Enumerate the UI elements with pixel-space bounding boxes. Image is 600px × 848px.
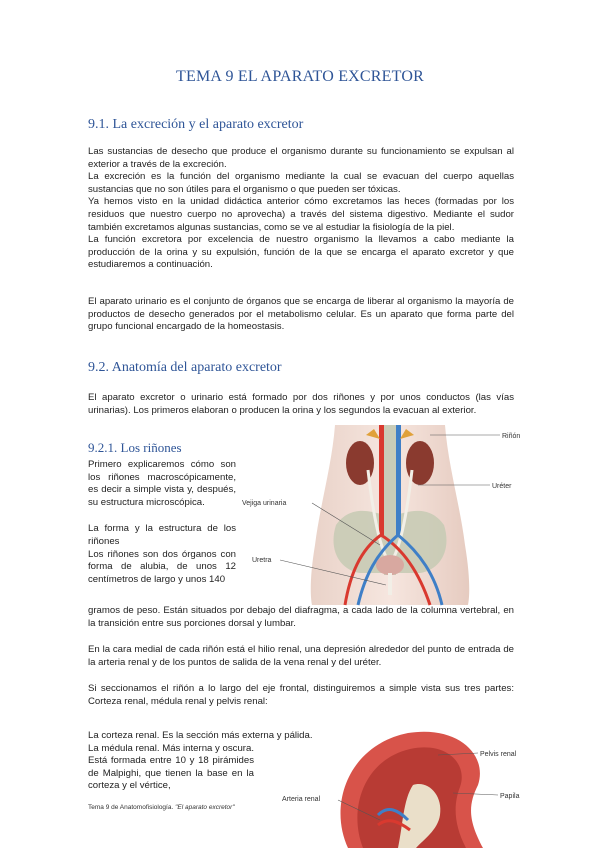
label-pelvis: Pelvis renal <box>480 751 517 758</box>
corteza-text-column <box>88 730 313 793</box>
kidney-section-figure <box>282 725 538 848</box>
page-title: TEMA 9 EL APARATO EXCRETOR <box>176 68 424 85</box>
page-footer: Tema 9 de Anatomofisiología. "El aparato excretor" <box>88 804 235 811</box>
paragraph: Los riñones son dos órganos con forma de alubia, de unos 12 centímetros de largo y unos 140 <box>88 548 236 585</box>
label-rinon: Riñón <box>502 433 521 440</box>
urinario-text <box>88 296 514 334</box>
rinones-text-full <box>88 605 514 709</box>
excrecion-text <box>88 146 514 272</box>
paragraph: Primero explicaremos cómo son los riñones macroscópicamente, es decir a simple vista y, después, su estructura microscópica. <box>88 459 236 508</box>
aorta <box>379 425 384 535</box>
paragraph: La función excretora por excelencia de nuestro organismo la llevamos a cabo mediante la producción de la orina y su expulsión, función de la que se encarga el aparato excretor y que estudiaremos a continuación. <box>88 234 514 271</box>
paragraph: La excreción es la función del organismo mediante la cual se evacuan del cuerpo aquellas sustancias que no son útiles para el organismo o que pueden ser tóxicas. <box>88 171 514 195</box>
label-ureter: Uréter <box>492 483 512 490</box>
paragraph: El aparato urinario es el conjunto de órganos que se encarga de liberar al organismo la mayoría de productos de desecho generados por el metabolismo celular. Es un aparato que forma parte del grupo funcional encargado de la homeostasis. <box>88 296 514 333</box>
spine <box>384 425 396 575</box>
paragraph: gramos de peso. Están situados por debajo del diafragma, a cada lado de la columna vertebral, en la transición entre sus porciones dorsal y lumbar. <box>88 605 514 629</box>
paragraph: La corteza renal. Es la sección más externa y pálida. <box>88 730 313 741</box>
paragraph: La médula renal. Más interna y oscura. Está formada entre 10 y 18 pirámides de Malpighi, que tienen la base en la corteza y el vértice, <box>88 742 254 792</box>
label-vejiga: Vejiga urinaria <box>242 500 287 507</box>
paragraph: Las sustancias de desecho que produce el organismo durante su funcionamiento se expulsan al exterior a través de la excreción. <box>88 146 514 170</box>
label-papila: Papila <box>500 793 520 800</box>
section-heading-excrecion: 9.1. La excreción y el aparato excretor <box>88 117 304 132</box>
label-uretra: Uretra <box>252 557 272 564</box>
urinary-system-figure <box>240 425 540 605</box>
urethra <box>388 573 392 595</box>
rinones-text-column <box>88 459 236 586</box>
section-heading-anatomia: 9.2. Anatomía del aparato excretor <box>88 360 282 375</box>
paragraph: Si seccionamos el riñón a lo largo del eje frontal, distinguiremos a simple vista sus tres partes: Corteza renal, médula renal y pelvis renal: <box>88 683 514 707</box>
label-arteria: Arteria renal <box>282 796 321 803</box>
bladder <box>376 555 404 575</box>
anatomia-intro: El aparato excretor o urinario está formado por dos riñones y por unos conductos (las vías urinarias). Los primeros elaboran o producen la orina y los segundos la evacuan al exterior. <box>88 392 514 416</box>
vena-cava <box>396 425 401 535</box>
paragraph: En la cara medial de cada riñón está el hilio renal, una depresión alrededor del punto de entrada de la arteria renal y de los puntos de salida de la vena renal y del uréter. <box>88 644 514 668</box>
paragraph: Ya hemos visto en la unidad didáctica anterior cómo excretamos las heces (formadas por los residuos que nuestro cuerpo no aprovecha) a través del sistema digestivo. Mediante el sudor también excretamos algunas sustancias, como se ve al estudiar la fisiología de la piel. <box>88 196 514 233</box>
subsection-heading-rinones: 9.2.1. Los riñones <box>88 440 182 455</box>
paragraph: La forma y la estructura de los riñones <box>88 523 236 547</box>
